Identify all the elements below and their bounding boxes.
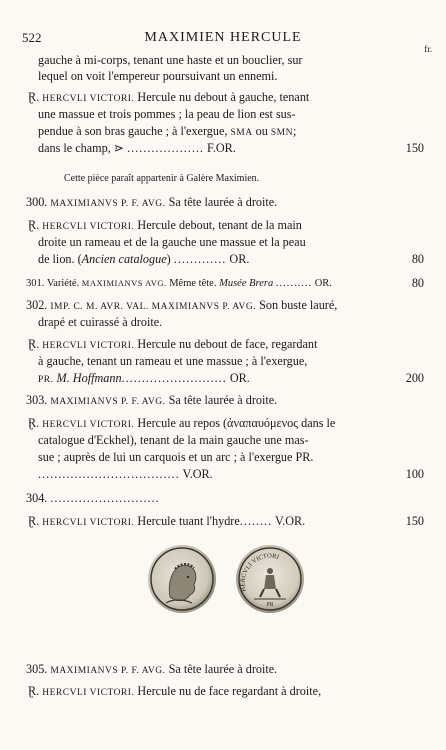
price: 150 <box>405 141 424 155</box>
emperor-bust-icon <box>148 545 216 613</box>
metal-label: OR. <box>314 278 332 289</box>
coin-reverse-image <box>236 545 304 613</box>
price: 80 <box>411 252 424 266</box>
price: 200 <box>405 371 424 385</box>
metal-label: OR. <box>229 252 250 266</box>
text-line: drapé et cuirassé à droite. <box>38 315 163 329</box>
entry-303: 303. MAXIMIANVS P. F. AVG. Sa tête laurée à droite. <box>26 393 278 407</box>
note: Cette pièce paraît appartenir à Galère Maximien. <box>64 173 260 184</box>
reverse-line: Ɽ. HERCVLI VICTORI. Hercule tuant l'hydre........ V.OR. <box>28 514 306 528</box>
reverse-line: Ɽ. HERCVLI VICTORI. Hercule au repos (ἀναπαυόμενος dans le <box>28 416 336 430</box>
entry-302: 302. IMP. C. M. AVR. VAL. MAXIMIANVS P. AVG. Son buste lauré, <box>26 298 338 312</box>
hercules-figure-icon <box>236 545 304 613</box>
text-line: PR. M. Hoffmann.......................... OR. <box>38 371 250 385</box>
text-line: pendue à son bras gauche ; à l'exergue, SMA ou SMN; <box>38 124 297 138</box>
metal-label: F.OR. <box>207 141 236 155</box>
reverse-symbol: Ɽ. <box>28 416 40 430</box>
text-line: catalogue d'Eckhel), tenant de la main gauche une mas- <box>38 433 309 447</box>
text-line: ................................... V.OR. <box>38 467 213 481</box>
text-line: droite un rameau et de la gauche une massue et la peau <box>38 235 306 249</box>
reverse-symbol: Ɽ. <box>28 337 40 351</box>
reverse-symbol: Ɽ. <box>28 218 40 232</box>
text-line: lequel on voit l'empereur poursuivant un ennemi. <box>38 69 278 83</box>
reverse-symbol: Ɽ. <box>28 90 40 104</box>
metal-label: OR. <box>229 371 250 385</box>
metal-label: V.OR. <box>182 467 213 481</box>
metal-label: V.OR. <box>274 514 306 528</box>
price: 150 <box>405 514 424 528</box>
reverse-line: Ɽ. HERCVLI VICTORI. Hercule nu de face regardant à droite, <box>28 684 322 698</box>
text-line: de lion. (Ancien catalogue) ............. OR. <box>38 252 250 266</box>
reverse-symbol: Ɽ. <box>28 514 40 528</box>
page-number: 522 <box>22 30 42 45</box>
entry-301: 301. Variété. MAXIMIANVS AVG. Même tête. Musée Brera .......... OR. <box>26 278 332 289</box>
reverse-line: Ɽ. HERCVLI VICTORI. Hercule debout, tenant de la main <box>28 218 302 232</box>
text-line: gauche à mi-corps, tenant une haste et un bouclier, sur <box>38 53 303 67</box>
entry-304: 304. ........................... <box>26 491 160 505</box>
reverse-line: Ɽ. HERCVLI VICTORI. Hercule nu debout à gauche, tenant <box>28 90 310 104</box>
running-header <box>22 30 432 54</box>
coin-exergue: PR <box>266 602 274 608</box>
text-line: sue ; auprès de lui un carquois et un arc ; à l'exergue PR. <box>38 450 314 464</box>
price: 80 <box>411 276 424 290</box>
reverse-symbol: Ɽ. <box>28 684 40 698</box>
reverse-line: Ɽ. HERCVLI VICTORI. Hercule nu debout de face, regardant <box>28 337 318 351</box>
text-line: une massue et trois pommes ; la peau de lion est sus- <box>38 107 296 121</box>
coin-legend: HERCVLI VICTORI <box>239 552 280 593</box>
page-title: MAXIMIEN HERCULE <box>144 30 302 45</box>
corner-mark: fr. <box>424 44 432 54</box>
entry-305: 305. MAXIMIANVS P. F. AVG. Sa tête laurée à droite. <box>26 662 278 676</box>
text-line: dans le champ, ⋗ ................... F.OR. <box>38 141 236 155</box>
coin-obverse-image <box>148 545 216 613</box>
text-line: à gauche, tenant un rameau et une massue ; à l'exergue, <box>38 354 308 368</box>
price: 100 <box>405 467 424 481</box>
entry-300: 300. MAXIMIANVS P. F. AVG. Sa tête laurée à droite. <box>26 195 278 209</box>
